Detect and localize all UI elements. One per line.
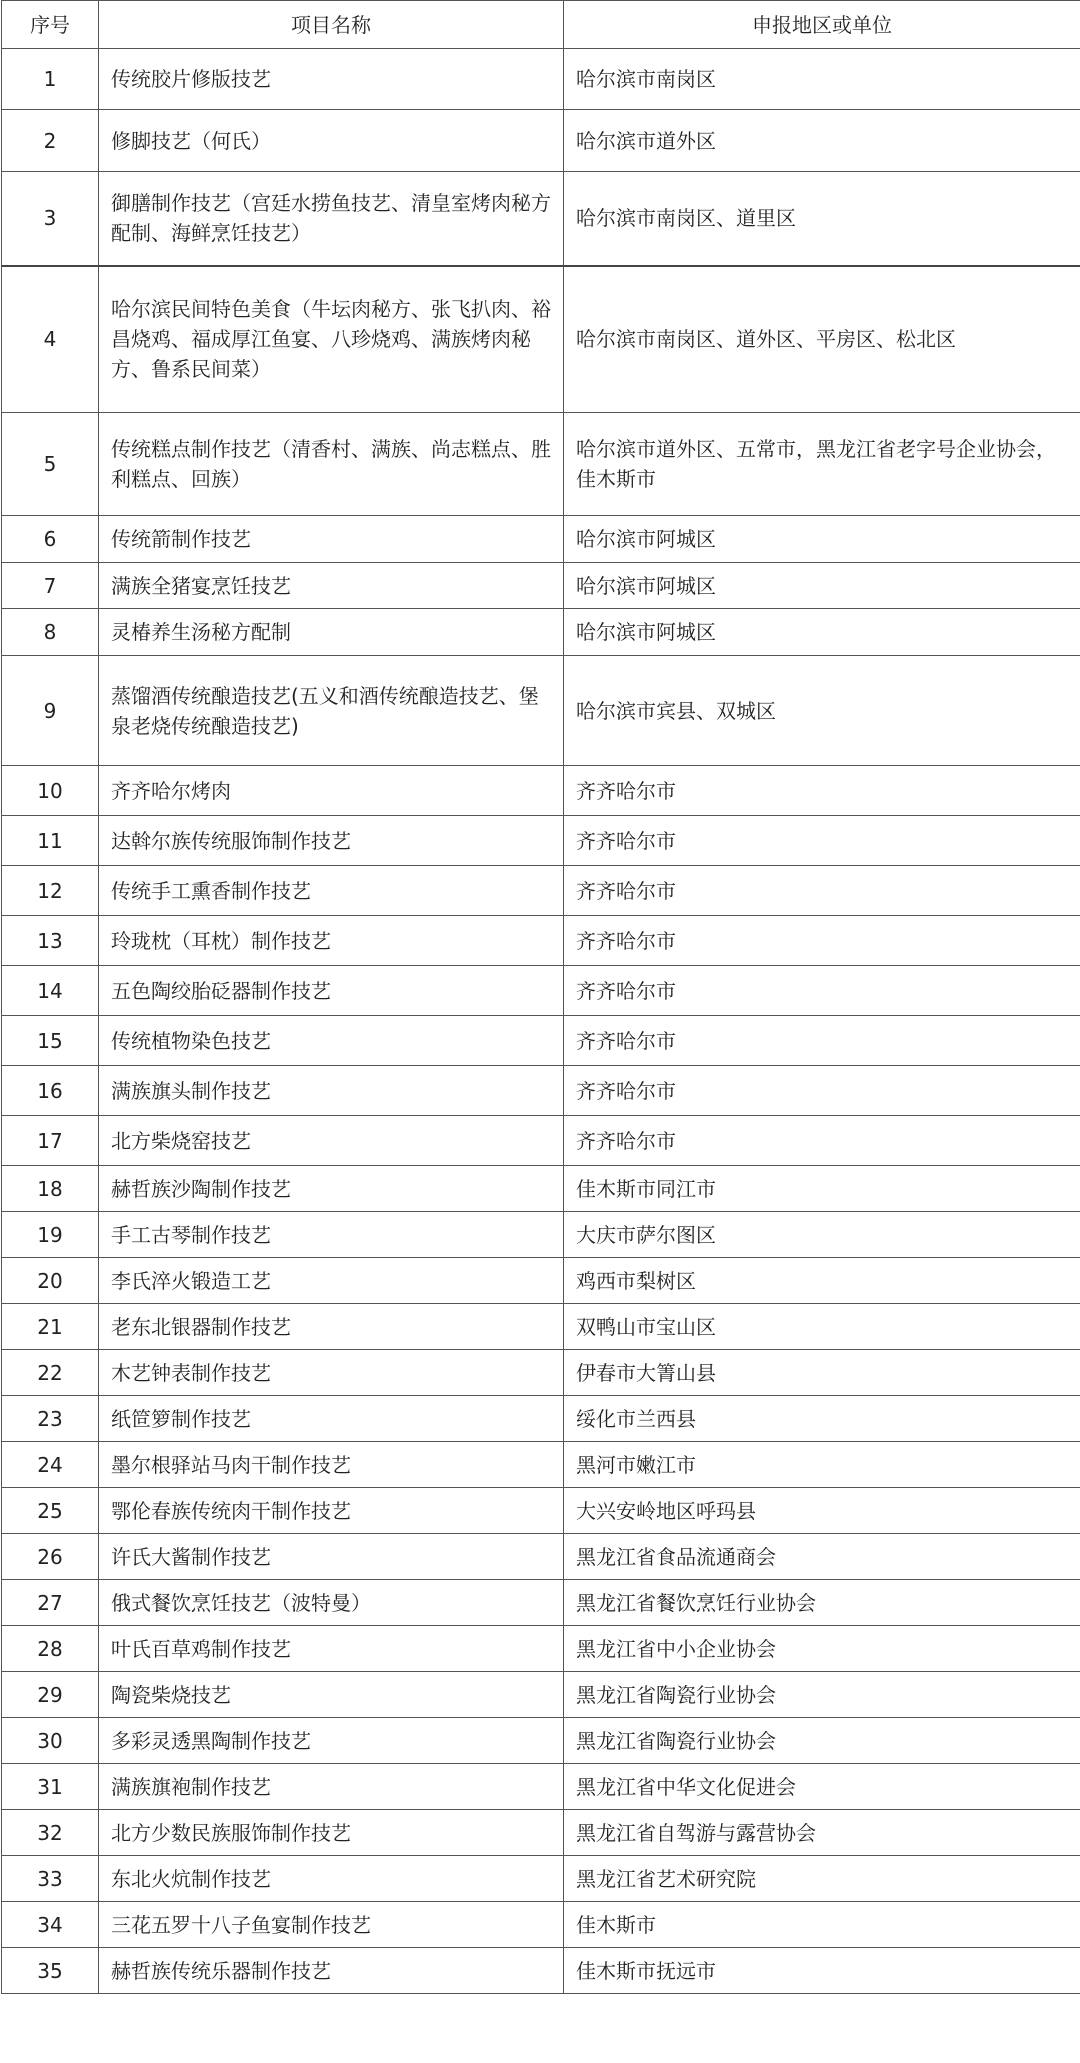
region: 哈尔滨市宾县、双城区 <box>564 656 1080 766</box>
project-name: 齐齐哈尔烤肉 <box>99 766 564 816</box>
region: 哈尔滨市南岗区、道外区、平房区、松北区 <box>564 266 1080 413</box>
project-name: 玲珑枕（耳枕）制作技艺 <box>99 916 564 966</box>
region: 哈尔滨市道外区、五常市，黑龙江省老字号企业协会，佳木斯市 <box>564 413 1080 516</box>
project-name: 北方柴烧窑技艺 <box>99 1116 564 1166</box>
row-index: 20 <box>2 1258 99 1304</box>
project-name: 达斡尔族传统服饰制作技艺 <box>99 816 564 866</box>
table-row <box>2 49 1080 110</box>
project-name: 东北火炕制作技艺 <box>99 1856 564 1902</box>
region: 黑龙江省中华文化促进会 <box>564 1764 1080 1810</box>
project-name: 蒸馏酒传统酿造技艺(五义和酒传统酿造技艺、堡泉老烧传统酿造技艺) <box>99 656 564 766</box>
heritage-project-table <box>1 0 1080 1994</box>
table-row <box>2 266 1080 413</box>
row-index: 1 <box>2 49 99 110</box>
row-index: 7 <box>2 563 99 609</box>
region: 佳木斯市 <box>564 1902 1080 1948</box>
table-row <box>2 413 1080 516</box>
project-name: 修脚技艺（何氏） <box>99 110 564 172</box>
region: 黑龙江省中小企业协会 <box>564 1626 1080 1672</box>
region: 黑龙江省艺术研究院 <box>564 1856 1080 1902</box>
region: 齐齐哈尔市 <box>564 1116 1080 1166</box>
project-name: 赫哲族传统乐器制作技艺 <box>99 1948 564 1994</box>
region: 佳木斯市抚远市 <box>564 1948 1080 1994</box>
region: 齐齐哈尔市 <box>564 966 1080 1016</box>
row-index: 19 <box>2 1212 99 1258</box>
project-name: 满族旗头制作技艺 <box>99 1066 564 1116</box>
table-row <box>2 1718 1080 1764</box>
row-index: 21 <box>2 1304 99 1350</box>
row-index: 13 <box>2 916 99 966</box>
row-index: 35 <box>2 1948 99 1994</box>
project-name: 许氏大酱制作技艺 <box>99 1534 564 1580</box>
project-name: 传统箭制作技艺 <box>99 516 564 563</box>
region: 齐齐哈尔市 <box>564 916 1080 966</box>
row-index: 31 <box>2 1764 99 1810</box>
region: 黑河市嫩江市 <box>564 1442 1080 1488</box>
table-row <box>2 1396 1080 1442</box>
row-index: 24 <box>2 1442 99 1488</box>
region: 齐齐哈尔市 <box>564 766 1080 816</box>
row-index: 22 <box>2 1350 99 1396</box>
table-row <box>2 866 1080 916</box>
table-row <box>2 1626 1080 1672</box>
project-name: 多彩灵透黑陶制作技艺 <box>99 1718 564 1764</box>
row-index: 11 <box>2 816 99 866</box>
row-index: 33 <box>2 1856 99 1902</box>
table-row <box>2 1350 1080 1396</box>
row-index: 12 <box>2 866 99 916</box>
row-index: 26 <box>2 1534 99 1580</box>
table-row <box>2 916 1080 966</box>
table-row <box>2 1580 1080 1626</box>
project-name: 墨尔根驿站马肉干制作技艺 <box>99 1442 564 1488</box>
row-index: 2 <box>2 110 99 172</box>
table-row <box>2 172 1080 266</box>
row-index: 30 <box>2 1718 99 1764</box>
table-row <box>2 609 1080 656</box>
region: 齐齐哈尔市 <box>564 866 1080 916</box>
row-index: 15 <box>2 1016 99 1066</box>
table-row <box>2 656 1080 766</box>
table-row <box>2 1442 1080 1488</box>
row-index: 14 <box>2 966 99 1016</box>
row-index: 25 <box>2 1488 99 1534</box>
project-name: 手工古琴制作技艺 <box>99 1212 564 1258</box>
project-name: 陶瓷柴烧技艺 <box>99 1672 564 1718</box>
header-index: 序号 <box>2 1 99 49</box>
project-name: 五色陶绞胎砭器制作技艺 <box>99 966 564 1016</box>
table-row <box>2 1672 1080 1718</box>
table-row <box>2 1534 1080 1580</box>
project-name: 鄂伦春族传统肉干制作技艺 <box>99 1488 564 1534</box>
table-row <box>2 1016 1080 1066</box>
region: 哈尔滨市南岗区 <box>564 49 1080 110</box>
region: 哈尔滨市阿城区 <box>564 563 1080 609</box>
row-index: 16 <box>2 1066 99 1116</box>
header-region: 申报地区或单位 <box>564 1 1080 49</box>
region: 哈尔滨市阿城区 <box>564 516 1080 563</box>
project-name: 传统植物染色技艺 <box>99 1016 564 1066</box>
table-row <box>2 1066 1080 1116</box>
region: 哈尔滨市南岗区、道里区 <box>564 172 1080 266</box>
region: 齐齐哈尔市 <box>564 1016 1080 1066</box>
region: 齐齐哈尔市 <box>564 816 1080 866</box>
table-row <box>2 1764 1080 1810</box>
table-row <box>2 1856 1080 1902</box>
row-index: 23 <box>2 1396 99 1442</box>
row-index: 10 <box>2 766 99 816</box>
project-name: 三花五罗十八子鱼宴制作技艺 <box>99 1902 564 1948</box>
region: 哈尔滨市阿城区 <box>564 609 1080 656</box>
project-name: 传统胶片修版技艺 <box>99 49 564 110</box>
project-name: 哈尔滨民间特色美食（牛坛肉秘方、张飞扒肉、裕昌烧鸡、福成厚江鱼宴、八珍烧鸡、满族烤肉秘方、鲁系民间菜） <box>99 266 564 413</box>
project-name: 灵椿养生汤秘方配制 <box>99 609 564 656</box>
row-index: 32 <box>2 1810 99 1856</box>
row-index: 27 <box>2 1580 99 1626</box>
row-index: 8 <box>2 609 99 656</box>
project-name: 北方少数民族服饰制作技艺 <box>99 1810 564 1856</box>
region: 绥化市兰西县 <box>564 1396 1080 1442</box>
region: 黑龙江省餐饮烹饪行业协会 <box>564 1580 1080 1626</box>
row-index: 34 <box>2 1902 99 1948</box>
row-index: 29 <box>2 1672 99 1718</box>
table-row <box>2 1810 1080 1856</box>
table-row <box>2 516 1080 563</box>
project-name: 赫哲族沙陶制作技艺 <box>99 1166 564 1212</box>
region: 鸡西市梨树区 <box>564 1258 1080 1304</box>
table-row <box>2 1166 1080 1212</box>
table-row <box>2 1212 1080 1258</box>
row-index: 17 <box>2 1116 99 1166</box>
table-row <box>2 766 1080 816</box>
region: 佳木斯市同江市 <box>564 1166 1080 1212</box>
row-index: 18 <box>2 1166 99 1212</box>
header-project-name: 项目名称 <box>99 1 564 49</box>
table-row <box>2 1116 1080 1166</box>
region: 伊春市大箐山县 <box>564 1350 1080 1396</box>
region: 哈尔滨市道外区 <box>564 110 1080 172</box>
project-name: 叶氏百草鸡制作技艺 <box>99 1626 564 1672</box>
table-row <box>2 1902 1080 1948</box>
project-name: 俄式餐饮烹饪技艺（波特曼） <box>99 1580 564 1626</box>
region: 大庆市萨尔图区 <box>564 1212 1080 1258</box>
project-name: 纸笸箩制作技艺 <box>99 1396 564 1442</box>
region: 双鸭山市宝山区 <box>564 1304 1080 1350</box>
project-name: 老东北银器制作技艺 <box>99 1304 564 1350</box>
region: 黑龙江省陶瓷行业协会 <box>564 1672 1080 1718</box>
row-index: 3 <box>2 172 99 266</box>
region: 齐齐哈尔市 <box>564 1066 1080 1116</box>
project-name: 御膳制作技艺（宫廷水捞鱼技艺、清皇室烤肉秘方配制、海鲜烹饪技艺） <box>99 172 564 266</box>
row-index: 5 <box>2 413 99 516</box>
table-row <box>2 563 1080 609</box>
table-row <box>2 966 1080 1016</box>
header-row <box>2 1 1080 49</box>
row-index: 9 <box>2 656 99 766</box>
table-row <box>2 816 1080 866</box>
table-row <box>2 1488 1080 1534</box>
project-name: 木艺钟表制作技艺 <box>99 1350 564 1396</box>
project-name: 满族全猪宴烹饪技艺 <box>99 563 564 609</box>
table-row <box>2 1304 1080 1350</box>
row-index: 28 <box>2 1626 99 1672</box>
row-index: 6 <box>2 516 99 563</box>
region: 大兴安岭地区呼玛县 <box>564 1488 1080 1534</box>
table-row <box>2 1948 1080 1994</box>
row-index: 4 <box>2 266 99 413</box>
project-name: 传统糕点制作技艺（清香村、满族、尚志糕点、胜利糕点、回族） <box>99 413 564 516</box>
project-name: 传统手工熏香制作技艺 <box>99 866 564 916</box>
project-name: 满族旗袍制作技艺 <box>99 1764 564 1810</box>
table-row <box>2 1258 1080 1304</box>
region: 黑龙江省食品流通商会 <box>564 1534 1080 1580</box>
project-name: 李氏淬火锻造工艺 <box>99 1258 564 1304</box>
region: 黑龙江省自驾游与露营协会 <box>564 1810 1080 1856</box>
region: 黑龙江省陶瓷行业协会 <box>564 1718 1080 1764</box>
table-row <box>2 110 1080 172</box>
